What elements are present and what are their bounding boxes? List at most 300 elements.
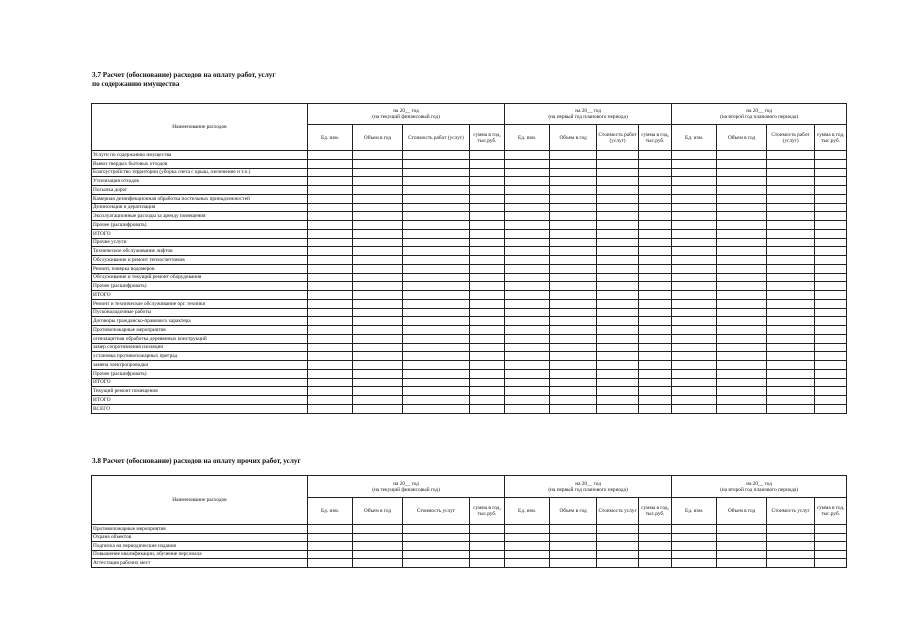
value-cell[interactable] bbox=[717, 387, 767, 396]
value-cell[interactable] bbox=[403, 291, 470, 300]
value-cell[interactable] bbox=[550, 151, 597, 160]
value-cell[interactable] bbox=[403, 559, 470, 568]
value-cell[interactable] bbox=[597, 542, 639, 551]
value-cell[interactable] bbox=[639, 238, 672, 247]
value-cell[interactable] bbox=[505, 326, 550, 335]
value-cell[interactable] bbox=[597, 404, 639, 413]
value-cell[interactable] bbox=[639, 334, 672, 343]
value-cell[interactable] bbox=[815, 550, 847, 559]
value-cell[interactable] bbox=[815, 291, 847, 300]
value-cell[interactable] bbox=[353, 273, 403, 282]
value-cell[interactable] bbox=[672, 194, 717, 203]
value-cell[interactable] bbox=[767, 168, 815, 177]
value-cell[interactable] bbox=[672, 256, 717, 265]
value-cell[interactable] bbox=[672, 378, 717, 387]
value-cell[interactable] bbox=[717, 177, 767, 186]
value-cell[interactable] bbox=[403, 326, 470, 335]
value-cell[interactable] bbox=[308, 533, 353, 542]
value-cell[interactable] bbox=[597, 247, 639, 256]
value-cell[interactable] bbox=[717, 404, 767, 413]
value-cell[interactable] bbox=[767, 352, 815, 361]
value-cell[interactable] bbox=[767, 525, 815, 534]
value-cell[interactable] bbox=[550, 256, 597, 265]
value-cell[interactable] bbox=[505, 559, 550, 568]
value-cell[interactable] bbox=[767, 177, 815, 186]
value-cell[interactable] bbox=[550, 369, 597, 378]
value-cell[interactable] bbox=[717, 308, 767, 317]
value-cell[interactable] bbox=[550, 559, 597, 568]
value-cell[interactable] bbox=[550, 159, 597, 168]
value-cell[interactable] bbox=[767, 533, 815, 542]
value-cell[interactable] bbox=[672, 559, 717, 568]
value-cell[interactable] bbox=[639, 326, 672, 335]
value-cell[interactable] bbox=[470, 247, 505, 256]
value-cell[interactable] bbox=[815, 559, 847, 568]
value-cell[interactable] bbox=[717, 533, 767, 542]
value-cell[interactable] bbox=[308, 542, 353, 551]
value-cell[interactable] bbox=[597, 343, 639, 352]
value-cell[interactable] bbox=[717, 291, 767, 300]
value-cell[interactable] bbox=[403, 533, 470, 542]
value-cell[interactable] bbox=[403, 238, 470, 247]
value-cell[interactable] bbox=[505, 159, 550, 168]
value-cell[interactable] bbox=[639, 168, 672, 177]
value-cell[interactable] bbox=[717, 238, 767, 247]
value-cell[interactable] bbox=[717, 186, 767, 195]
value-cell[interactable] bbox=[505, 533, 550, 542]
value-cell[interactable] bbox=[505, 273, 550, 282]
value-cell[interactable] bbox=[597, 550, 639, 559]
value-cell[interactable] bbox=[308, 326, 353, 335]
value-cell[interactable] bbox=[505, 264, 550, 273]
value-cell[interactable] bbox=[639, 404, 672, 413]
value-cell[interactable] bbox=[470, 282, 505, 291]
value-cell[interactable] bbox=[403, 317, 470, 326]
value-cell[interactable] bbox=[505, 550, 550, 559]
value-cell[interactable] bbox=[815, 317, 847, 326]
value-cell[interactable] bbox=[470, 151, 505, 160]
value-cell[interactable] bbox=[597, 212, 639, 221]
value-cell[interactable] bbox=[308, 299, 353, 308]
value-cell[interactable] bbox=[403, 352, 470, 361]
value-cell[interactable] bbox=[308, 229, 353, 238]
value-cell[interactable] bbox=[470, 378, 505, 387]
value-cell[interactable] bbox=[767, 264, 815, 273]
value-cell[interactable] bbox=[353, 396, 403, 405]
value-cell[interactable] bbox=[597, 273, 639, 282]
value-cell[interactable] bbox=[767, 308, 815, 317]
value-cell[interactable] bbox=[353, 550, 403, 559]
value-cell[interactable] bbox=[672, 396, 717, 405]
value-cell[interactable] bbox=[717, 151, 767, 160]
value-cell[interactable] bbox=[672, 238, 717, 247]
value-cell[interactable] bbox=[550, 247, 597, 256]
value-cell[interactable] bbox=[767, 369, 815, 378]
value-cell[interactable] bbox=[815, 229, 847, 238]
value-cell[interactable] bbox=[717, 221, 767, 230]
value-cell[interactable] bbox=[353, 203, 403, 212]
value-cell[interactable] bbox=[308, 177, 353, 186]
value-cell[interactable] bbox=[353, 186, 403, 195]
value-cell[interactable] bbox=[717, 168, 767, 177]
value-cell[interactable] bbox=[505, 194, 550, 203]
value-cell[interactable] bbox=[672, 533, 717, 542]
value-cell[interactable] bbox=[717, 203, 767, 212]
value-cell[interactable] bbox=[672, 525, 717, 534]
value-cell[interactable] bbox=[470, 525, 505, 534]
value-cell[interactable] bbox=[470, 238, 505, 247]
value-cell[interactable] bbox=[470, 168, 505, 177]
value-cell[interactable] bbox=[639, 559, 672, 568]
value-cell[interactable] bbox=[767, 186, 815, 195]
value-cell[interactable] bbox=[672, 273, 717, 282]
value-cell[interactable] bbox=[597, 317, 639, 326]
value-cell[interactable] bbox=[470, 177, 505, 186]
value-cell[interactable] bbox=[470, 317, 505, 326]
value-cell[interactable] bbox=[470, 352, 505, 361]
value-cell[interactable] bbox=[815, 159, 847, 168]
value-cell[interactable] bbox=[815, 151, 847, 160]
value-cell[interactable] bbox=[550, 378, 597, 387]
value-cell[interactable] bbox=[672, 291, 717, 300]
value-cell[interactable] bbox=[505, 378, 550, 387]
value-cell[interactable] bbox=[550, 291, 597, 300]
value-cell[interactable] bbox=[597, 203, 639, 212]
value-cell[interactable] bbox=[550, 317, 597, 326]
value-cell[interactable] bbox=[505, 282, 550, 291]
value-cell[interactable] bbox=[308, 550, 353, 559]
value-cell[interactable] bbox=[403, 168, 470, 177]
value-cell[interactable] bbox=[353, 361, 403, 370]
value-cell[interactable] bbox=[767, 291, 815, 300]
value-cell[interactable] bbox=[403, 299, 470, 308]
value-cell[interactable] bbox=[672, 282, 717, 291]
value-cell[interactable] bbox=[767, 550, 815, 559]
value-cell[interactable] bbox=[550, 203, 597, 212]
value-cell[interactable] bbox=[308, 256, 353, 265]
value-cell[interactable] bbox=[717, 361, 767, 370]
value-cell[interactable] bbox=[672, 308, 717, 317]
value-cell[interactable] bbox=[550, 550, 597, 559]
value-cell[interactable] bbox=[550, 186, 597, 195]
value-cell[interactable] bbox=[505, 542, 550, 551]
value-cell[interactable] bbox=[672, 317, 717, 326]
value-cell[interactable] bbox=[717, 273, 767, 282]
value-cell[interactable] bbox=[597, 177, 639, 186]
value-cell[interactable] bbox=[597, 282, 639, 291]
value-cell[interactable] bbox=[550, 387, 597, 396]
value-cell[interactable] bbox=[639, 525, 672, 534]
value-cell[interactable] bbox=[403, 247, 470, 256]
value-cell[interactable] bbox=[597, 151, 639, 160]
value-cell[interactable] bbox=[308, 291, 353, 300]
value-cell[interactable] bbox=[550, 308, 597, 317]
value-cell[interactable] bbox=[767, 221, 815, 230]
value-cell[interactable] bbox=[550, 238, 597, 247]
value-cell[interactable] bbox=[550, 221, 597, 230]
value-cell[interactable] bbox=[672, 151, 717, 160]
value-cell[interactable] bbox=[505, 238, 550, 247]
value-cell[interactable] bbox=[308, 525, 353, 534]
value-cell[interactable] bbox=[308, 317, 353, 326]
value-cell[interactable] bbox=[505, 525, 550, 534]
value-cell[interactable] bbox=[550, 282, 597, 291]
value-cell[interactable] bbox=[639, 256, 672, 265]
value-cell[interactable] bbox=[672, 159, 717, 168]
value-cell[interactable] bbox=[767, 212, 815, 221]
value-cell[interactable] bbox=[403, 186, 470, 195]
value-cell[interactable] bbox=[505, 212, 550, 221]
value-cell[interactable] bbox=[550, 542, 597, 551]
value-cell[interactable] bbox=[597, 299, 639, 308]
value-cell[interactable] bbox=[353, 159, 403, 168]
value-cell[interactable] bbox=[597, 308, 639, 317]
value-cell[interactable] bbox=[353, 238, 403, 247]
value-cell[interactable] bbox=[470, 264, 505, 273]
value-cell[interactable] bbox=[403, 361, 470, 370]
value-cell[interactable] bbox=[550, 177, 597, 186]
value-cell[interactable] bbox=[550, 361, 597, 370]
value-cell[interactable] bbox=[505, 291, 550, 300]
value-cell[interactable] bbox=[815, 247, 847, 256]
value-cell[interactable] bbox=[767, 299, 815, 308]
value-cell[interactable] bbox=[597, 361, 639, 370]
value-cell[interactable] bbox=[505, 229, 550, 238]
value-cell[interactable] bbox=[353, 151, 403, 160]
value-cell[interactable] bbox=[353, 542, 403, 551]
value-cell[interactable] bbox=[672, 212, 717, 221]
value-cell[interactable] bbox=[470, 203, 505, 212]
value-cell[interactable] bbox=[672, 299, 717, 308]
value-cell[interactable] bbox=[639, 247, 672, 256]
value-cell[interactable] bbox=[505, 334, 550, 343]
value-cell[interactable] bbox=[815, 308, 847, 317]
value-cell[interactable] bbox=[597, 396, 639, 405]
value-cell[interactable] bbox=[353, 559, 403, 568]
value-cell[interactable] bbox=[639, 352, 672, 361]
value-cell[interactable] bbox=[470, 256, 505, 265]
value-cell[interactable] bbox=[597, 194, 639, 203]
value-cell[interactable] bbox=[470, 361, 505, 370]
value-cell[interactable] bbox=[639, 177, 672, 186]
value-cell[interactable] bbox=[550, 343, 597, 352]
value-cell[interactable] bbox=[597, 256, 639, 265]
value-cell[interactable] bbox=[717, 212, 767, 221]
value-cell[interactable] bbox=[505, 203, 550, 212]
value-cell[interactable] bbox=[470, 308, 505, 317]
value-cell[interactable] bbox=[672, 264, 717, 273]
value-cell[interactable] bbox=[597, 186, 639, 195]
value-cell[interactable] bbox=[672, 334, 717, 343]
value-cell[interactable] bbox=[639, 159, 672, 168]
value-cell[interactable] bbox=[767, 256, 815, 265]
value-cell[interactable] bbox=[550, 264, 597, 273]
value-cell[interactable] bbox=[403, 308, 470, 317]
value-cell[interactable] bbox=[717, 550, 767, 559]
value-cell[interactable] bbox=[308, 273, 353, 282]
value-cell[interactable] bbox=[470, 194, 505, 203]
value-cell[interactable] bbox=[505, 247, 550, 256]
value-cell[interactable] bbox=[403, 212, 470, 221]
value-cell[interactable] bbox=[353, 229, 403, 238]
value-cell[interactable] bbox=[672, 229, 717, 238]
value-cell[interactable] bbox=[550, 525, 597, 534]
value-cell[interactable] bbox=[470, 334, 505, 343]
value-cell[interactable] bbox=[717, 378, 767, 387]
value-cell[interactable] bbox=[550, 334, 597, 343]
value-cell[interactable] bbox=[403, 177, 470, 186]
value-cell[interactable] bbox=[308, 186, 353, 195]
value-cell[interactable] bbox=[308, 159, 353, 168]
value-cell[interactable] bbox=[505, 221, 550, 230]
value-cell[interactable] bbox=[717, 229, 767, 238]
value-cell[interactable] bbox=[470, 229, 505, 238]
value-cell[interactable] bbox=[550, 404, 597, 413]
value-cell[interactable] bbox=[815, 238, 847, 247]
value-cell[interactable] bbox=[815, 396, 847, 405]
value-cell[interactable] bbox=[767, 282, 815, 291]
value-cell[interactable] bbox=[550, 273, 597, 282]
value-cell[interactable] bbox=[308, 404, 353, 413]
value-cell[interactable] bbox=[597, 352, 639, 361]
value-cell[interactable] bbox=[505, 404, 550, 413]
value-cell[interactable] bbox=[308, 378, 353, 387]
value-cell[interactable] bbox=[550, 168, 597, 177]
value-cell[interactable] bbox=[672, 343, 717, 352]
value-cell[interactable] bbox=[353, 369, 403, 378]
value-cell[interactable] bbox=[597, 387, 639, 396]
value-cell[interactable] bbox=[403, 334, 470, 343]
value-cell[interactable] bbox=[353, 247, 403, 256]
value-cell[interactable] bbox=[353, 308, 403, 317]
value-cell[interactable] bbox=[308, 282, 353, 291]
value-cell[interactable] bbox=[767, 247, 815, 256]
value-cell[interactable] bbox=[639, 396, 672, 405]
value-cell[interactable] bbox=[353, 343, 403, 352]
value-cell[interactable] bbox=[639, 229, 672, 238]
value-cell[interactable] bbox=[505, 361, 550, 370]
value-cell[interactable] bbox=[672, 550, 717, 559]
value-cell[interactable] bbox=[767, 343, 815, 352]
value-cell[interactable] bbox=[308, 369, 353, 378]
value-cell[interactable] bbox=[353, 387, 403, 396]
value-cell[interactable] bbox=[639, 194, 672, 203]
value-cell[interactable] bbox=[597, 159, 639, 168]
value-cell[interactable] bbox=[308, 238, 353, 247]
value-cell[interactable] bbox=[717, 559, 767, 568]
value-cell[interactable] bbox=[550, 212, 597, 221]
value-cell[interactable] bbox=[470, 186, 505, 195]
value-cell[interactable] bbox=[403, 525, 470, 534]
value-cell[interactable] bbox=[353, 256, 403, 265]
value-cell[interactable] bbox=[639, 203, 672, 212]
value-cell[interactable] bbox=[767, 326, 815, 335]
value-cell[interactable] bbox=[672, 369, 717, 378]
value-cell[interactable] bbox=[597, 334, 639, 343]
value-cell[interactable] bbox=[717, 542, 767, 551]
value-cell[interactable] bbox=[403, 550, 470, 559]
value-cell[interactable] bbox=[550, 352, 597, 361]
value-cell[interactable] bbox=[470, 326, 505, 335]
value-cell[interactable] bbox=[403, 343, 470, 352]
value-cell[interactable] bbox=[717, 326, 767, 335]
value-cell[interactable] bbox=[353, 299, 403, 308]
value-cell[interactable] bbox=[403, 273, 470, 282]
value-cell[interactable] bbox=[717, 396, 767, 405]
value-cell[interactable] bbox=[815, 533, 847, 542]
value-cell[interactable] bbox=[505, 186, 550, 195]
value-cell[interactable] bbox=[639, 212, 672, 221]
value-cell[interactable] bbox=[550, 194, 597, 203]
value-cell[interactable] bbox=[717, 352, 767, 361]
value-cell[interactable] bbox=[767, 159, 815, 168]
value-cell[interactable] bbox=[672, 247, 717, 256]
value-cell[interactable] bbox=[717, 525, 767, 534]
value-cell[interactable] bbox=[767, 542, 815, 551]
value-cell[interactable] bbox=[550, 229, 597, 238]
value-cell[interactable] bbox=[672, 221, 717, 230]
value-cell[interactable] bbox=[403, 542, 470, 551]
value-cell[interactable] bbox=[403, 194, 470, 203]
value-cell[interactable] bbox=[353, 282, 403, 291]
value-cell[interactable] bbox=[403, 203, 470, 212]
value-cell[interactable] bbox=[815, 282, 847, 291]
value-cell[interactable] bbox=[717, 159, 767, 168]
value-cell[interactable] bbox=[767, 387, 815, 396]
value-cell[interactable] bbox=[717, 282, 767, 291]
value-cell[interactable] bbox=[353, 264, 403, 273]
value-cell[interactable] bbox=[815, 404, 847, 413]
value-cell[interactable] bbox=[470, 533, 505, 542]
value-cell[interactable] bbox=[672, 168, 717, 177]
value-cell[interactable] bbox=[597, 221, 639, 230]
value-cell[interactable] bbox=[505, 308, 550, 317]
value-cell[interactable] bbox=[815, 212, 847, 221]
value-cell[interactable] bbox=[470, 559, 505, 568]
value-cell[interactable] bbox=[815, 256, 847, 265]
value-cell[interactable] bbox=[308, 221, 353, 230]
value-cell[interactable] bbox=[815, 186, 847, 195]
value-cell[interactable] bbox=[717, 334, 767, 343]
value-cell[interactable] bbox=[639, 542, 672, 551]
value-cell[interactable] bbox=[767, 151, 815, 160]
value-cell[interactable] bbox=[308, 308, 353, 317]
value-cell[interactable] bbox=[403, 159, 470, 168]
value-cell[interactable] bbox=[717, 247, 767, 256]
value-cell[interactable] bbox=[672, 352, 717, 361]
value-cell[interactable] bbox=[597, 238, 639, 247]
value-cell[interactable] bbox=[353, 404, 403, 413]
value-cell[interactable] bbox=[505, 352, 550, 361]
value-cell[interactable] bbox=[403, 378, 470, 387]
value-cell[interactable] bbox=[505, 369, 550, 378]
value-cell[interactable] bbox=[505, 343, 550, 352]
value-cell[interactable] bbox=[639, 361, 672, 370]
value-cell[interactable] bbox=[353, 168, 403, 177]
value-cell[interactable] bbox=[639, 369, 672, 378]
value-cell[interactable] bbox=[639, 186, 672, 195]
value-cell[interactable] bbox=[815, 387, 847, 396]
value-cell[interactable] bbox=[767, 203, 815, 212]
value-cell[interactable] bbox=[815, 361, 847, 370]
value-cell[interactable] bbox=[672, 186, 717, 195]
value-cell[interactable] bbox=[403, 387, 470, 396]
value-cell[interactable] bbox=[767, 238, 815, 247]
value-cell[interactable] bbox=[353, 525, 403, 534]
value-cell[interactable] bbox=[767, 559, 815, 568]
value-cell[interactable] bbox=[308, 168, 353, 177]
value-cell[interactable] bbox=[403, 256, 470, 265]
